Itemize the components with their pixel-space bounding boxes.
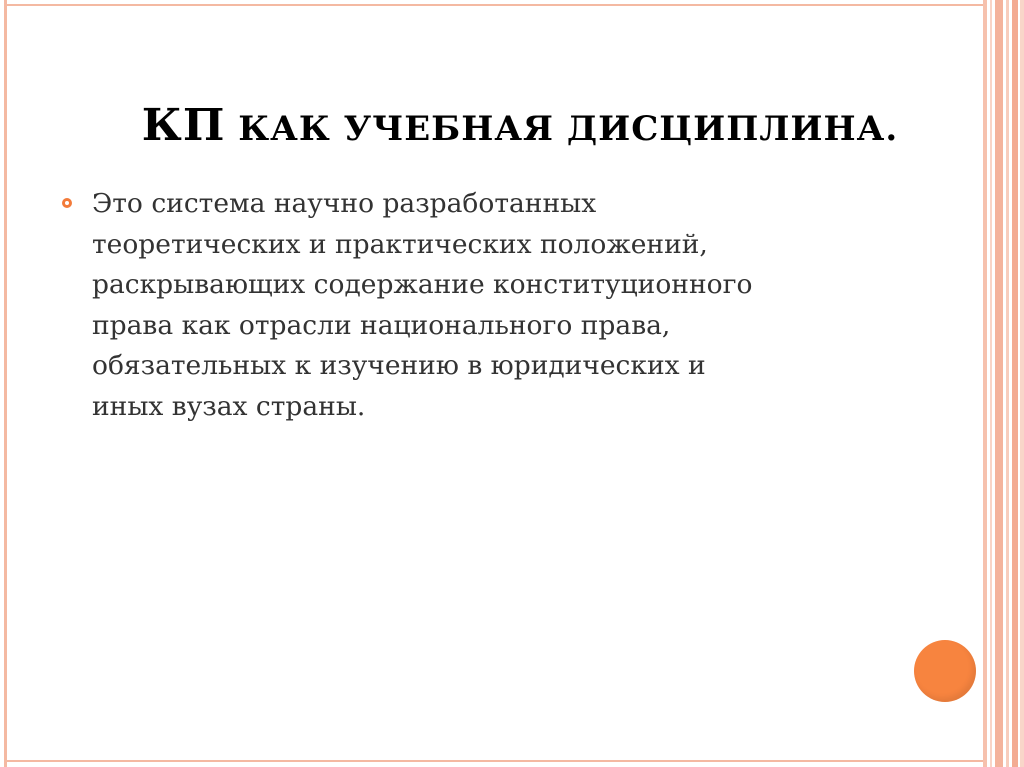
bullet-line: иных вузах страны. — [92, 390, 366, 422]
bullet-line: теоретических и практических положений, — [92, 228, 708, 260]
bullet-line: Это система научно разработанных — [92, 188, 597, 219]
frame-bottom-line — [4, 760, 984, 762]
frame-top-line — [4, 4, 984, 6]
bullet-line: права как отрасли национального права, — [92, 309, 671, 341]
slide-title — [0, 100, 1024, 151]
orange-circle-icon — [914, 640, 976, 702]
bullet-text — [92, 184, 872, 427]
bullet-line: раскрывающих содержание конституционного — [92, 269, 753, 300]
ring-bullet-icon — [62, 198, 72, 208]
bullet-line: обязательных к изучению в юридических и — [92, 350, 706, 381]
slide-title-abbrev: КП — [141, 100, 226, 151]
slide-title-rest: КАК УЧЕБНАЯ ДИСЦИПЛИНА. — [225, 109, 899, 149]
